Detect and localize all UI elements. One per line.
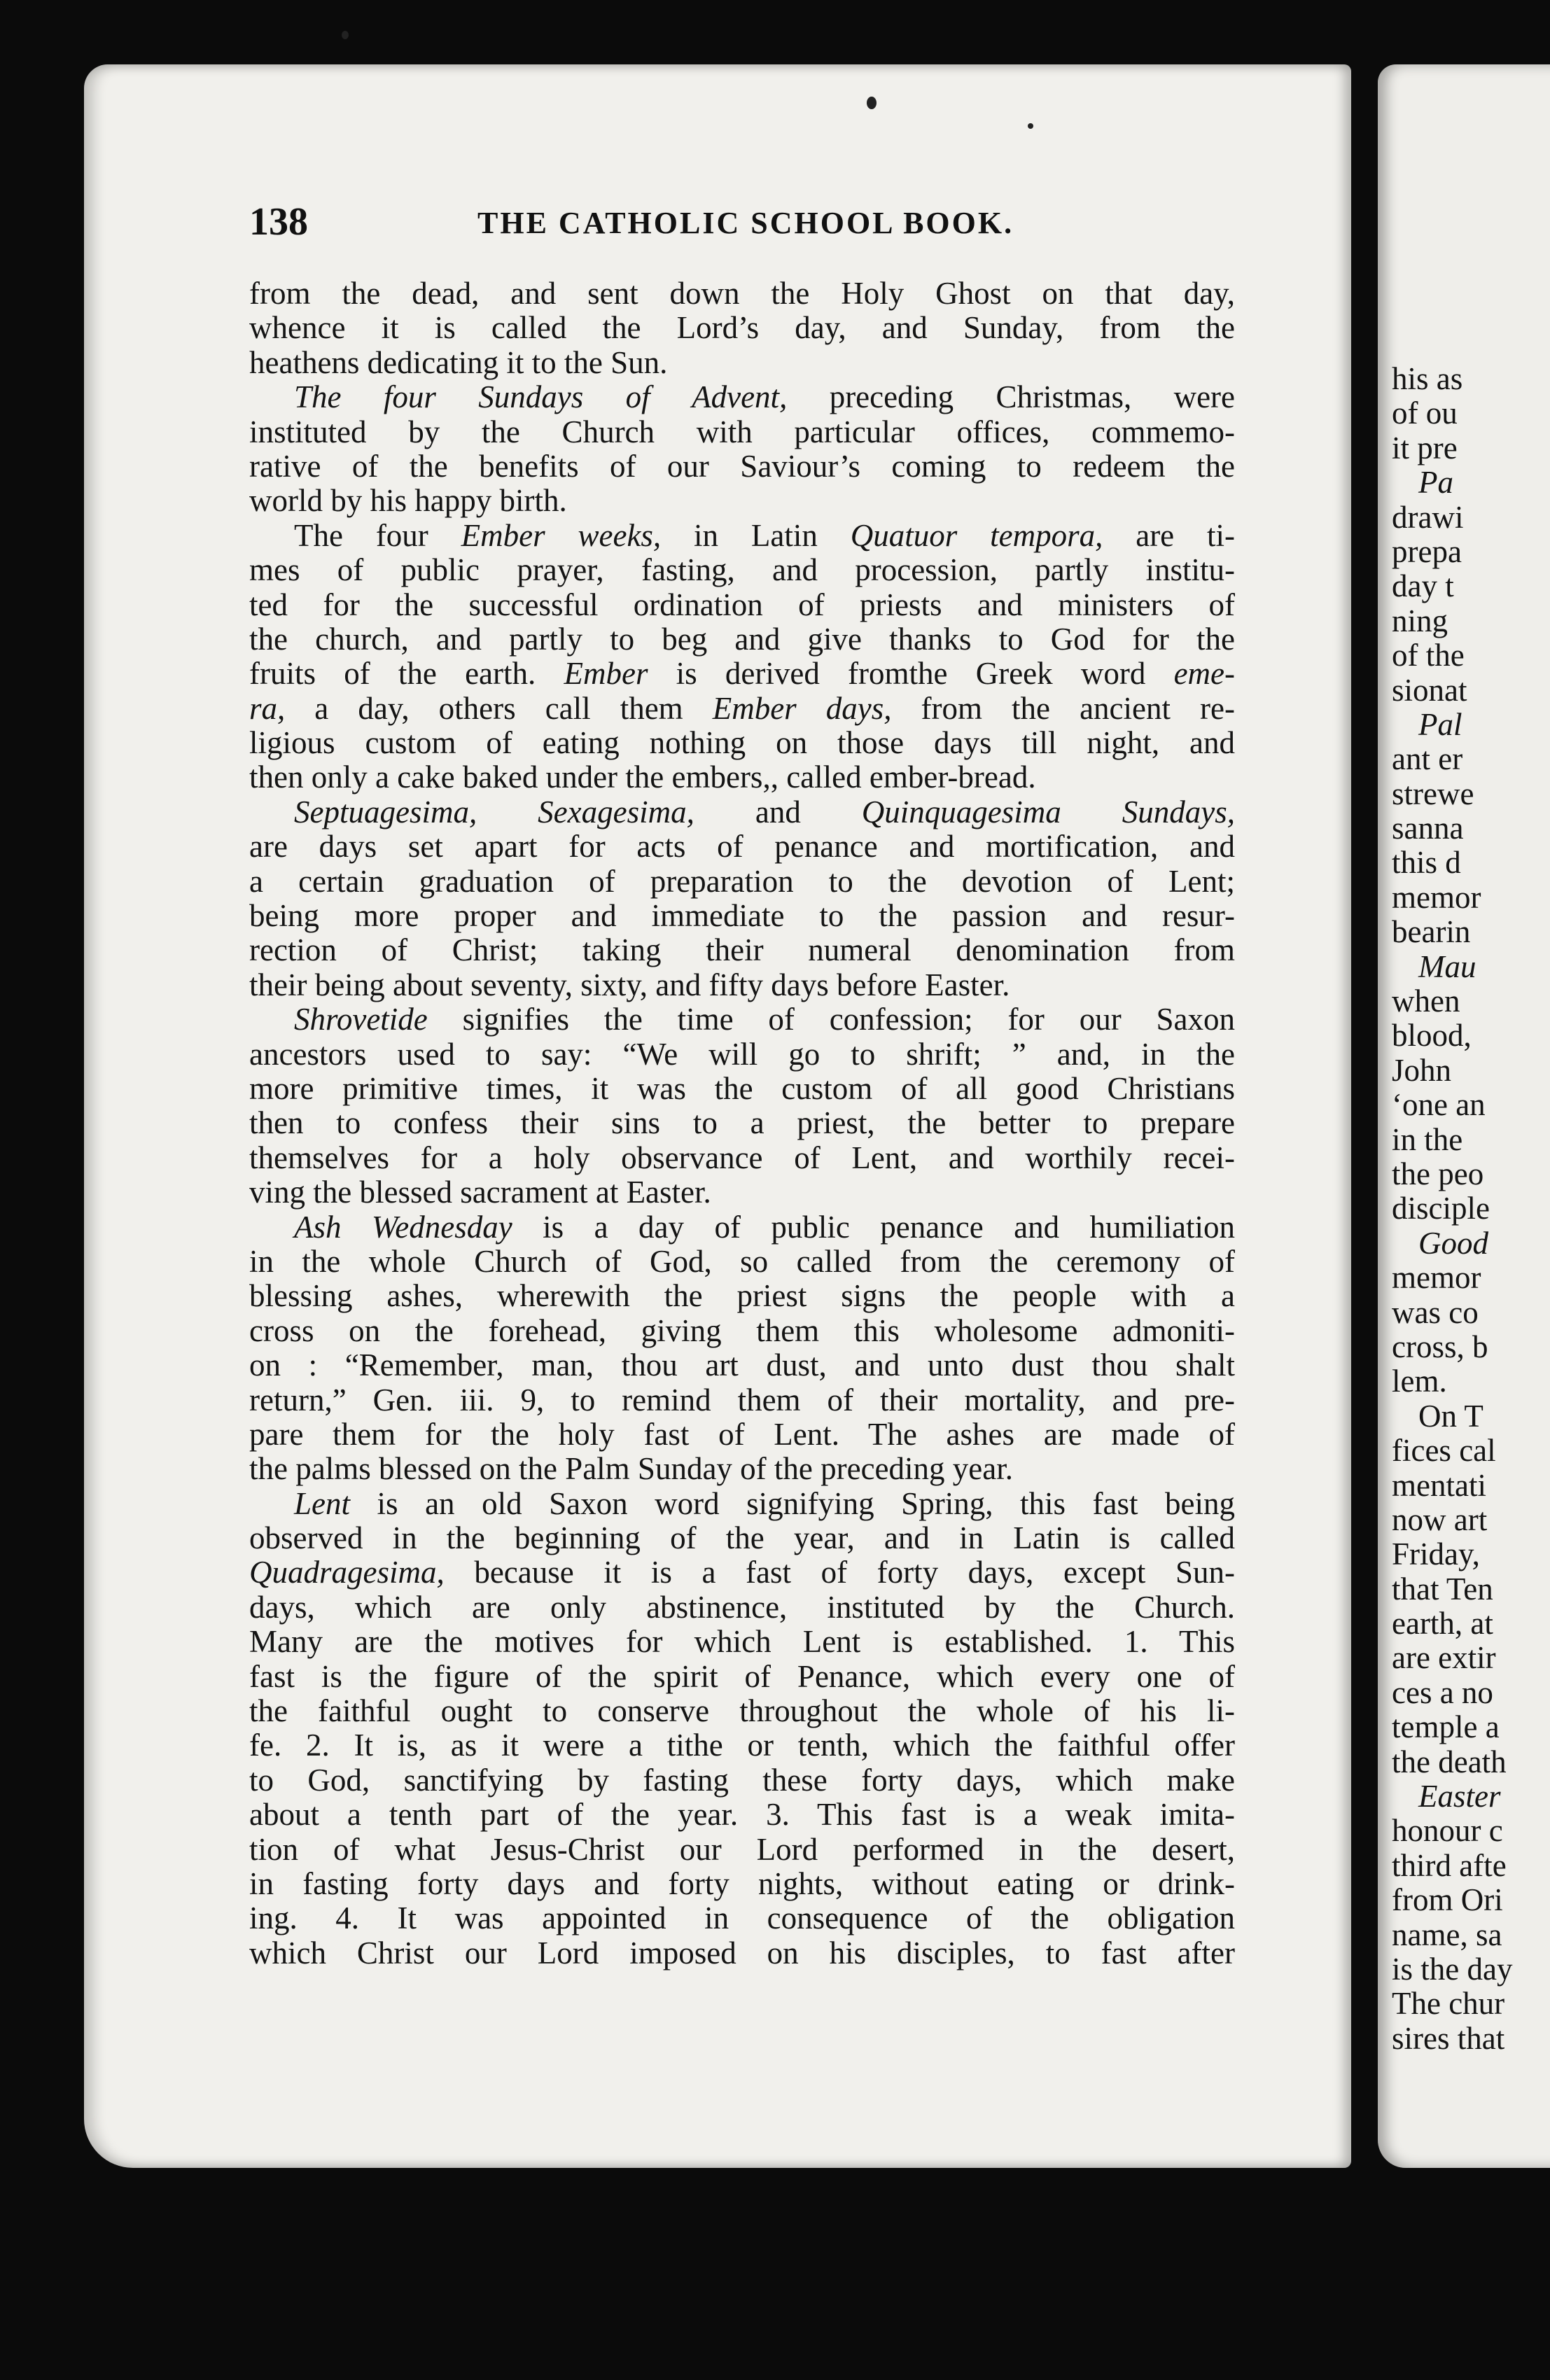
line-text: preceding Christmas, were [787, 380, 1235, 415]
facing-page-line: earth, at [1392, 1606, 1493, 1642]
facing-page-line: ant er [1392, 741, 1463, 777]
line-text: cross on the forehead, giving them this wholesome admoniti- [249, 1313, 1235, 1348]
facing-page-line: ning [1392, 603, 1448, 638]
ink-speck [342, 31, 349, 39]
text-line [249, 692, 1235, 726]
line-text: are days set apart for acts of penance and mortification, and [249, 830, 1235, 864]
facing-page-line: from Ori [1392, 1882, 1503, 1918]
text-line [249, 311, 1235, 345]
line-text: more primitive times, it was the custom of all good Christians [249, 1071, 1235, 1106]
line-text: themselves for a holy observance of Lent, and worthily recei- [249, 1140, 1235, 1175]
line-text: from the dead, and sent down the Holy Ghost on that day, [249, 276, 1235, 311]
line-text: rection of Christ; taking their numeral denomination from [249, 933, 1235, 968]
line-text: fruits of the earth. [249, 657, 564, 692]
running-head [249, 200, 1264, 244]
text-line [249, 1002, 1235, 1037]
facing-page-line: John [1392, 1052, 1452, 1088]
facing-page-line: bearin [1392, 914, 1471, 950]
line-text: in the whole Church of God, so called from the ceremony of [249, 1244, 1235, 1279]
line-text: to God, sanctifying by fasting these forty days, which make [249, 1763, 1235, 1798]
line-text: a day, others call them [285, 691, 713, 726]
text-line [249, 1625, 1235, 1659]
line-text: being more proper and immediate to the passion and resur- [249, 899, 1235, 934]
text-line [249, 1660, 1235, 1694]
line-text: the palms blessed on the Palm Sunday of the preceding year. [249, 1452, 1013, 1487]
line-text: ancestors used to say: “We will go to shrift; ” and, in the [249, 1037, 1235, 1072]
text-line [249, 830, 1235, 864]
facing-page-line: the peo [1392, 1156, 1484, 1191]
line-text: whence it is called the Lord’s day, and Sunday, from the [249, 311, 1235, 346]
line-text: tion of what Jesus-Christ our Lord performed in the desert, [249, 1832, 1235, 1867]
line-text: is a day of public penance and humiliation [512, 1210, 1235, 1245]
facing-page-line: blood, [1392, 1018, 1472, 1054]
text-line [249, 968, 1235, 1002]
facing-page-line: Easter [1418, 1779, 1501, 1814]
text-line [249, 1279, 1235, 1313]
line-text: Many are the motives for which Lent is established. 1. This [249, 1625, 1235, 1660]
ink-speck [867, 97, 877, 109]
text-line [249, 1901, 1235, 1935]
text-line [249, 415, 1235, 449]
text-line [249, 726, 1235, 760]
text-line [249, 657, 1235, 691]
facing-page-line: of the [1392, 638, 1465, 673]
facing-page-line: Friday, [1392, 1536, 1480, 1572]
text-line [249, 484, 1235, 518]
text-line [249, 1728, 1235, 1763]
line-text: then to confess their sins to a priest, the better to prepare [249, 1106, 1235, 1141]
line-text: is derived fromthe Greek word [648, 657, 1174, 692]
facing-page-line: Pal [1418, 706, 1462, 742]
facing-page-line: of ou [1392, 396, 1458, 431]
line-text: ted for the successful ordination of priests and ministers of [249, 587, 1235, 622]
facing-page-line: now art [1392, 1502, 1488, 1537]
line-text: pare them for the holy fast of Lent. The ashes are made of [249, 1417, 1235, 1452]
text-line [249, 1314, 1235, 1348]
facing-page-line: fices cal [1392, 1433, 1496, 1469]
text-line [249, 1106, 1235, 1140]
facing-page-line: Good [1418, 1225, 1488, 1261]
facing-page-line: lem. [1392, 1364, 1447, 1399]
right-page-edge [1378, 64, 1550, 2168]
facing-page-line: Pa [1418, 465, 1453, 500]
line-text: in fasting forty days and forty nights, without eating or drink- [249, 1866, 1235, 1901]
text-line [249, 1521, 1235, 1555]
facing-page-line: the death [1392, 1744, 1507, 1779]
italic-term: Quatuor tempora, [850, 518, 1103, 553]
text-line [249, 1936, 1235, 1970]
line-text: heathens dedicating it to the Sun. [249, 345, 668, 380]
line-text: their being about seventy, sixty, and fifty days before Easter. [249, 967, 1010, 1002]
line-text: observed in the beginning of the year, and in Latin is called [249, 1521, 1235, 1556]
text-line [249, 1418, 1235, 1452]
text-line [249, 1590, 1235, 1625]
text-line [249, 899, 1235, 933]
facing-page-line: The chur [1392, 1986, 1505, 2022]
italic-term: Quadragesima, [249, 1555, 445, 1590]
facing-page-line: strewe [1392, 776, 1474, 811]
line-text: ving the blessed sacrament at Easter. [249, 1175, 711, 1210]
italic-term: Ember weeks, [461, 518, 662, 553]
line-text: and [694, 794, 862, 830]
italic-term: Shrovetide [294, 1002, 428, 1037]
line-text: which Christ our Lord imposed on his disciples, to fast after [249, 1935, 1235, 1970]
text-line [249, 1763, 1235, 1798]
text-line [249, 760, 1235, 794]
facing-page-line: memor [1392, 879, 1481, 915]
line-text: return,” Gen. iii. 9, to remind them of their mortality, and pre- [249, 1382, 1235, 1418]
text-line [249, 864, 1235, 899]
line-text: about a tenth part of the year. 3. This fast is a weak imita- [249, 1798, 1235, 1833]
facing-page-line: memor [1392, 1260, 1481, 1296]
facing-page-line: disciple [1392, 1191, 1490, 1226]
text-line [249, 519, 1235, 553]
ink-speck [1028, 123, 1033, 129]
facing-page-line: ces a no [1392, 1674, 1493, 1710]
facing-page-line: is the day [1392, 1951, 1513, 1987]
text-line [249, 1072, 1235, 1106]
page-number: 138 [249, 200, 308, 244]
line-text: blessing ashes, wherewith the priest signs the people with a [249, 1279, 1235, 1314]
line-text: then only a cake baked under the embers,, called ember-bread. [249, 760, 1036, 795]
facing-page-line: honour c [1392, 1813, 1503, 1849]
text-line [249, 553, 1235, 587]
facing-page-line: temple a [1392, 1709, 1500, 1745]
text-line [249, 1833, 1235, 1867]
facing-page-line: sanna [1392, 811, 1464, 846]
italic-term: Ember [564, 657, 648, 692]
facing-page-line: drawi [1392, 499, 1464, 535]
facing-page-line: that Ten [1392, 1571, 1493, 1606]
text-line [249, 380, 1235, 414]
body-text [249, 276, 1235, 1970]
line-text: are ti- [1103, 518, 1235, 553]
book-title: THE CATHOLIC SCHOOL BOOK. [477, 206, 1014, 240]
facing-page-line: On T [1418, 1398, 1483, 1434]
facing-page-line: this d [1392, 845, 1461, 881]
text-line [249, 346, 1235, 380]
line-text: the faithful ought to conserve throughout the whole of his li- [249, 1694, 1235, 1729]
facing-page-line: mentati [1392, 1467, 1486, 1503]
facing-page-line: day t [1392, 568, 1454, 604]
text-line [249, 1452, 1235, 1486]
text-line [249, 622, 1235, 657]
facing-page-line: sires that [1392, 2020, 1505, 2056]
text-line [249, 1694, 1235, 1728]
text-line [249, 588, 1235, 622]
text-line [249, 449, 1235, 484]
line-text: on : “Remember, man, thou art dust, and unto dust thou shalt [249, 1348, 1235, 1383]
text-line [249, 795, 1235, 830]
facing-page-line: sionat [1392, 672, 1467, 708]
facing-page-line: third afte [1392, 1847, 1507, 1883]
facing-page-line: Mau [1418, 948, 1476, 984]
line-text: instituted by the Church with particular offices, commemo- [249, 414, 1235, 449]
text-line [249, 1245, 1235, 1279]
line-text: a certain graduation of preparation to the devotion of Lent; [249, 864, 1235, 899]
text-line [249, 1348, 1235, 1382]
italic-term: Ash Wednesday [294, 1210, 512, 1245]
line-text: signifies the time of confession; for our Saxon [427, 1002, 1235, 1037]
text-line [249, 1210, 1235, 1245]
italic-term: The four Sundays of Advent, [294, 380, 788, 415]
italic-term: Lent [294, 1486, 351, 1521]
text-line [249, 276, 1235, 311]
italic-term: Ember days, [712, 691, 892, 726]
italic-term: eme- [1173, 657, 1235, 692]
line-text: the church, and partly to beg and give thanks to God for the [249, 622, 1235, 657]
facing-page-line: his as [1392, 361, 1463, 396]
line-text: mes of public prayer, fasting, and procession, partly institu- [249, 553, 1235, 588]
facing-page-line: was co [1392, 1294, 1479, 1330]
text-line [249, 1037, 1235, 1072]
line-text: from the ancient re- [891, 691, 1235, 726]
italic-term: Septuagesima, Sexagesima, [294, 794, 694, 830]
line-text: ligious custom of eating nothing on those days till night, and [249, 726, 1235, 761]
text-line [249, 1141, 1235, 1175]
facing-page-line: in the [1392, 1121, 1463, 1157]
line-text: rative of the benefits of our Saviour’s coming to redeem the [249, 449, 1235, 484]
line-text: days, which are only abstinence, instituted by the Church. [249, 1590, 1235, 1625]
text-line [249, 1175, 1235, 1210]
line-text: fast is the figure of the spirit of Penance, which every one of [249, 1659, 1235, 1694]
text-line [249, 1487, 1235, 1521]
line-text: world by his happy birth. [249, 484, 567, 519]
line-text: fe. 2. It is, as it were a tithe or tenth, which the faithful offer [249, 1728, 1235, 1763]
line-text: is an old Saxon word signifying Spring, this fast being [350, 1486, 1235, 1521]
text-line [249, 1798, 1235, 1832]
line-text: The four [294, 518, 461, 553]
facing-page-text [1392, 362, 1550, 2056]
facing-page-line: when [1392, 983, 1460, 1019]
text-line [249, 933, 1235, 967]
italic-term: ra, [249, 691, 286, 726]
line-text: because it is a fast of forty days, except Sun- [444, 1555, 1235, 1590]
text-line [249, 1867, 1235, 1901]
facing-page-line: ‘one an [1392, 1087, 1486, 1123]
facing-page-line: name, sa [1392, 1917, 1502, 1952]
text-line [249, 1555, 1235, 1590]
facing-page-line: cross, b [1392, 1329, 1488, 1364]
facing-page-line: prepa [1392, 533, 1462, 569]
italic-term: Quinquagesima Sundays, [861, 794, 1235, 830]
text-line [249, 1383, 1235, 1418]
line-text: in Latin [661, 518, 851, 553]
facing-page-line: are extir [1392, 1640, 1496, 1676]
facing-page-line: it pre [1392, 430, 1458, 465]
line-text: ing. 4. It was appointed in consequence of the obligation [249, 1901, 1235, 1936]
